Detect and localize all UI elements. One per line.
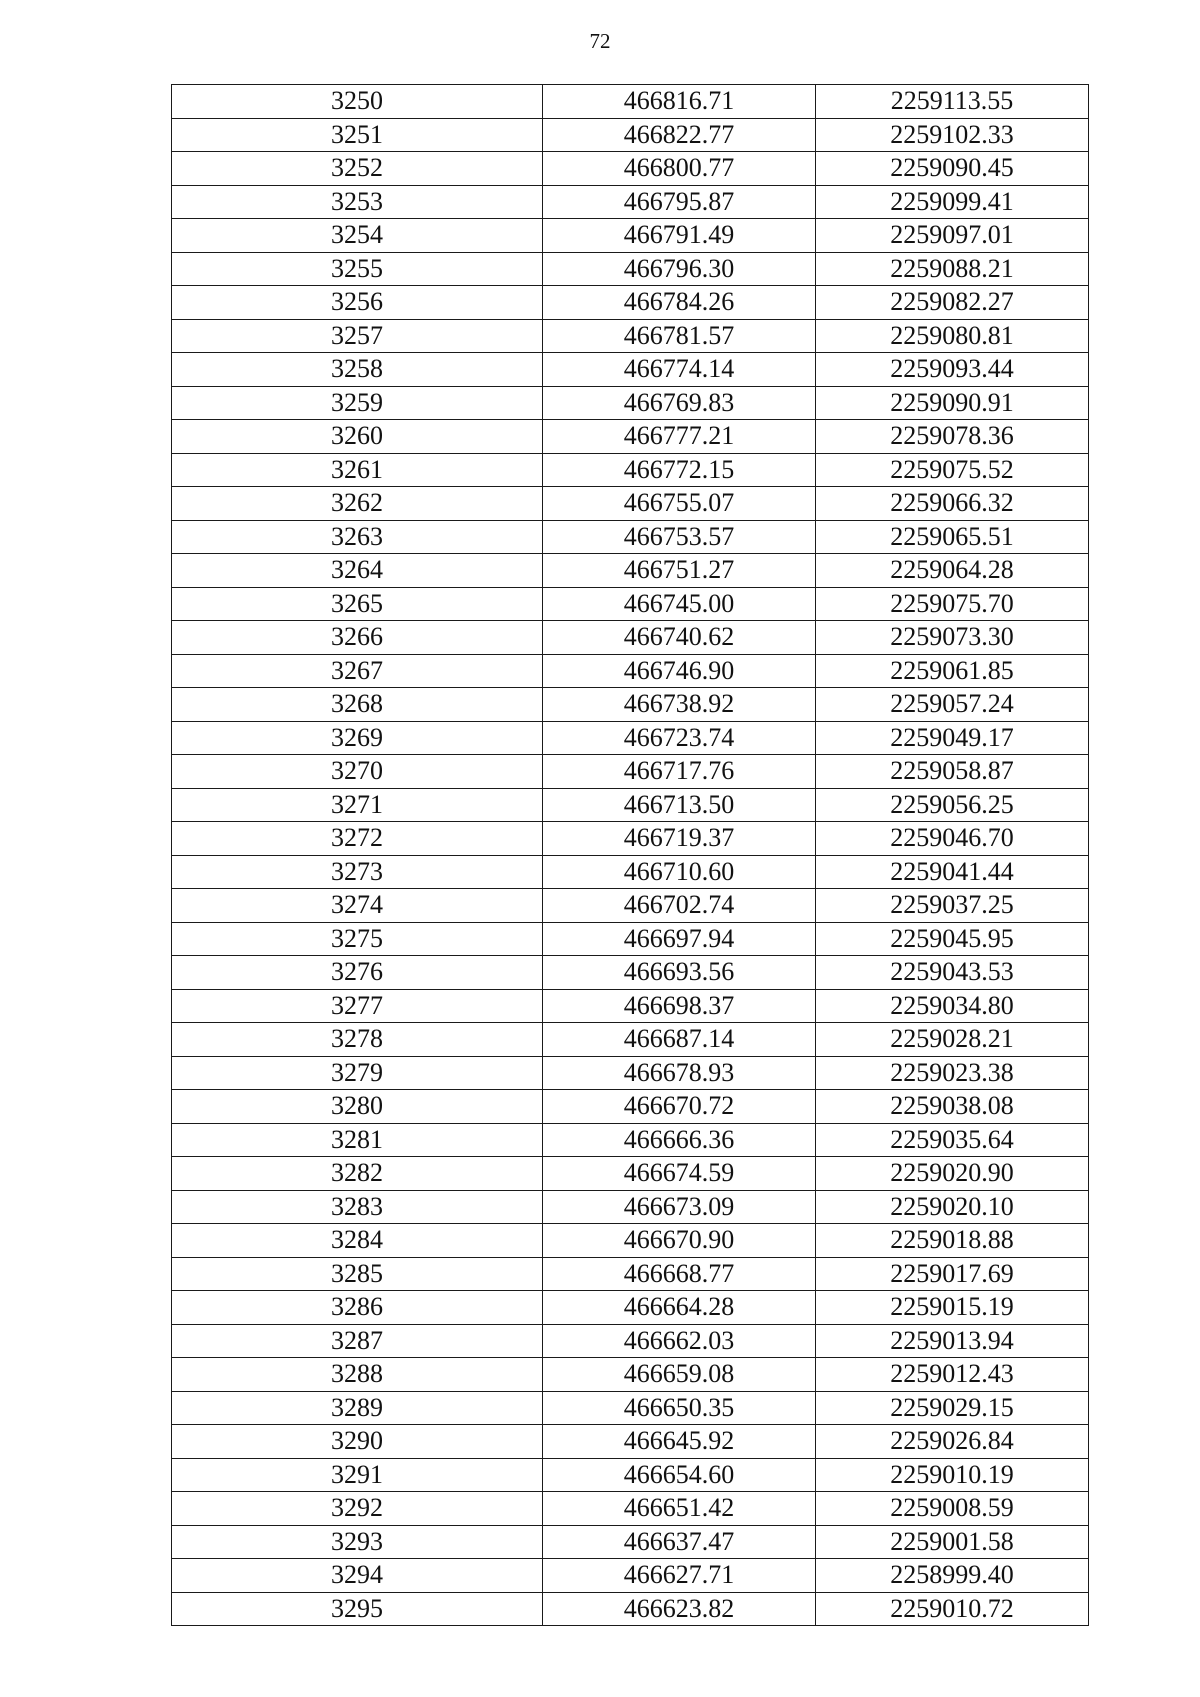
- x-coordinate-cell: 466745.00: [543, 587, 816, 621]
- point-number-cell: 3269: [172, 721, 543, 755]
- table-row: [172, 1592, 1089, 1626]
- x-coordinate-cell: 466651.42: [543, 1492, 816, 1526]
- x-coordinate-cell: 466772.15: [543, 453, 816, 487]
- point-number-cell: 3258: [172, 353, 543, 387]
- point-number-cell: 3279: [172, 1056, 543, 1090]
- point-number-cell: 3289: [172, 1391, 543, 1425]
- point-number-cell: 3281: [172, 1123, 543, 1157]
- x-coordinate-cell: 466753.57: [543, 520, 816, 554]
- x-coordinate-cell: 466654.60: [543, 1458, 816, 1492]
- y-coordinate-cell: 2259018.88: [816, 1224, 1089, 1258]
- y-coordinate-cell: 2259078.36: [816, 420, 1089, 454]
- x-coordinate-cell: 466645.92: [543, 1425, 816, 1459]
- y-coordinate-cell: 2259061.85: [816, 654, 1089, 688]
- point-number-cell: 3254: [172, 219, 543, 253]
- table-row: [172, 822, 1089, 856]
- table-row: [172, 855, 1089, 889]
- table-row: [172, 420, 1089, 454]
- table-row: [172, 85, 1089, 119]
- table-row: [172, 219, 1089, 253]
- x-coordinate-cell: 466822.77: [543, 118, 816, 152]
- y-coordinate-cell: 2259020.10: [816, 1190, 1089, 1224]
- table-row: [172, 621, 1089, 655]
- x-coordinate-cell: 466650.35: [543, 1391, 816, 1425]
- table-row: [172, 1559, 1089, 1593]
- table-row: [172, 788, 1089, 822]
- point-number-cell: 3266: [172, 621, 543, 655]
- point-number-cell: 3253: [172, 185, 543, 219]
- x-coordinate-cell: 466719.37: [543, 822, 816, 856]
- x-coordinate-cell: 466777.21: [543, 420, 816, 454]
- table-row: [172, 654, 1089, 688]
- y-coordinate-cell: 2259102.33: [816, 118, 1089, 152]
- point-number-cell: 3294: [172, 1559, 543, 1593]
- table-row: [172, 286, 1089, 320]
- x-coordinate-cell: 466740.62: [543, 621, 816, 655]
- y-coordinate-cell: 2259049.17: [816, 721, 1089, 755]
- x-coordinate-cell: 466751.27: [543, 554, 816, 588]
- table-row: [172, 386, 1089, 420]
- x-coordinate-cell: 466659.08: [543, 1358, 816, 1392]
- table-row: [172, 889, 1089, 923]
- point-number-cell: 3260: [172, 420, 543, 454]
- point-number-cell: 3275: [172, 922, 543, 956]
- table-row: [172, 1525, 1089, 1559]
- y-coordinate-cell: 2259088.21: [816, 252, 1089, 286]
- point-number-cell: 3263: [172, 520, 543, 554]
- point-number-cell: 3283: [172, 1190, 543, 1224]
- table-row: [172, 554, 1089, 588]
- point-number-cell: 3276: [172, 956, 543, 990]
- point-number-cell: 3274: [172, 889, 543, 923]
- table-row: [172, 1023, 1089, 1057]
- y-coordinate-cell: 2259093.44: [816, 353, 1089, 387]
- table-row: [172, 1458, 1089, 1492]
- y-coordinate-cell: 2259026.84: [816, 1425, 1089, 1459]
- x-coordinate-cell: 466674.59: [543, 1157, 816, 1191]
- x-coordinate-cell: 466755.07: [543, 487, 816, 521]
- point-number-cell: 3257: [172, 319, 543, 353]
- y-coordinate-cell: 2259037.25: [816, 889, 1089, 923]
- table-row: [172, 152, 1089, 186]
- table-row: [172, 1291, 1089, 1325]
- x-coordinate-cell: 466791.49: [543, 219, 816, 253]
- point-number-cell: 3290: [172, 1425, 543, 1459]
- x-coordinate-cell: 466816.71: [543, 85, 816, 119]
- y-coordinate-cell: 2259028.21: [816, 1023, 1089, 1057]
- x-coordinate-cell: 466746.90: [543, 654, 816, 688]
- y-coordinate-cell: 2259045.95: [816, 922, 1089, 956]
- y-coordinate-cell: 2259020.90: [816, 1157, 1089, 1191]
- point-number-cell: 3268: [172, 688, 543, 722]
- x-coordinate-cell: 466693.56: [543, 956, 816, 990]
- y-coordinate-cell: 2259012.43: [816, 1358, 1089, 1392]
- point-number-cell: 3264: [172, 554, 543, 588]
- table-row: [172, 1257, 1089, 1291]
- y-coordinate-cell: 2259082.27: [816, 286, 1089, 320]
- table-row: [172, 956, 1089, 990]
- table-row: [172, 1190, 1089, 1224]
- point-number-cell: 3291: [172, 1458, 543, 1492]
- y-coordinate-cell: 2258999.40: [816, 1559, 1089, 1593]
- x-coordinate-cell: 466664.28: [543, 1291, 816, 1325]
- y-coordinate-cell: 2259064.28: [816, 554, 1089, 588]
- x-coordinate-cell: 466697.94: [543, 922, 816, 956]
- x-coordinate-cell: 466662.03: [543, 1324, 816, 1358]
- table-row: [172, 989, 1089, 1023]
- y-coordinate-cell: 2259056.25: [816, 788, 1089, 822]
- y-coordinate-cell: 2259001.58: [816, 1525, 1089, 1559]
- point-number-cell: 3262: [172, 487, 543, 521]
- y-coordinate-cell: 2259043.53: [816, 956, 1089, 990]
- x-coordinate-cell: 466637.47: [543, 1525, 816, 1559]
- point-number-cell: 3286: [172, 1291, 543, 1325]
- x-coordinate-cell: 466795.87: [543, 185, 816, 219]
- y-coordinate-cell: 2259065.51: [816, 520, 1089, 554]
- table-row: [172, 1391, 1089, 1425]
- y-coordinate-cell: 2259058.87: [816, 755, 1089, 789]
- x-coordinate-cell: 466713.50: [543, 788, 816, 822]
- x-coordinate-cell: 466717.76: [543, 755, 816, 789]
- point-number-cell: 3295: [172, 1592, 543, 1626]
- y-coordinate-cell: 2259034.80: [816, 989, 1089, 1023]
- point-number-cell: 3251: [172, 118, 543, 152]
- table-row: [172, 1224, 1089, 1258]
- table-row: [172, 520, 1089, 554]
- y-coordinate-cell: 2259057.24: [816, 688, 1089, 722]
- x-coordinate-cell: 466710.60: [543, 855, 816, 889]
- table-row: [172, 755, 1089, 789]
- point-number-cell: 3270: [172, 755, 543, 789]
- point-number-cell: 3287: [172, 1324, 543, 1358]
- coordinates-table: [171, 84, 1089, 1626]
- x-coordinate-cell: 466698.37: [543, 989, 816, 1023]
- table-row: [172, 1358, 1089, 1392]
- point-number-cell: 3252: [172, 152, 543, 186]
- y-coordinate-cell: 2259023.38: [816, 1056, 1089, 1090]
- table-row: [172, 453, 1089, 487]
- table-row: [172, 185, 1089, 219]
- point-number-cell: 3272: [172, 822, 543, 856]
- x-coordinate-cell: 466678.93: [543, 1056, 816, 1090]
- point-number-cell: 3288: [172, 1358, 543, 1392]
- point-number-cell: 3280: [172, 1090, 543, 1124]
- table-row: [172, 721, 1089, 755]
- y-coordinate-cell: 2259038.08: [816, 1090, 1089, 1124]
- table-row: [172, 1056, 1089, 1090]
- table-row: [172, 1123, 1089, 1157]
- y-coordinate-cell: 2259010.19: [816, 1458, 1089, 1492]
- y-coordinate-cell: 2259008.59: [816, 1492, 1089, 1526]
- point-number-cell: 3285: [172, 1257, 543, 1291]
- y-coordinate-cell: 2259075.70: [816, 587, 1089, 621]
- point-number-cell: 3282: [172, 1157, 543, 1191]
- y-coordinate-cell: 2259073.30: [816, 621, 1089, 655]
- table-row: [172, 1157, 1089, 1191]
- x-coordinate-cell: 466668.77: [543, 1257, 816, 1291]
- y-coordinate-cell: 2259080.81: [816, 319, 1089, 353]
- table-row: [172, 353, 1089, 387]
- y-coordinate-cell: 2259029.15: [816, 1391, 1089, 1425]
- y-coordinate-cell: 2259113.55: [816, 85, 1089, 119]
- y-coordinate-cell: 2259046.70: [816, 822, 1089, 856]
- point-number-cell: 3256: [172, 286, 543, 320]
- y-coordinate-cell: 2259066.32: [816, 487, 1089, 521]
- point-number-cell: 3267: [172, 654, 543, 688]
- table-row: [172, 319, 1089, 353]
- point-number-cell: 3284: [172, 1224, 543, 1258]
- y-coordinate-cell: 2259097.01: [816, 219, 1089, 253]
- point-number-cell: 3293: [172, 1525, 543, 1559]
- x-coordinate-cell: 466738.92: [543, 688, 816, 722]
- y-coordinate-cell: 2259013.94: [816, 1324, 1089, 1358]
- point-number-cell: 3273: [172, 855, 543, 889]
- point-number-cell: 3259: [172, 386, 543, 420]
- y-coordinate-cell: 2259041.44: [816, 855, 1089, 889]
- point-number-cell: 3278: [172, 1023, 543, 1057]
- x-coordinate-cell: 466702.74: [543, 889, 816, 923]
- table-row: [172, 1425, 1089, 1459]
- point-number-cell: 3255: [172, 252, 543, 286]
- table-row: [172, 252, 1089, 286]
- y-coordinate-cell: 2259090.45: [816, 152, 1089, 186]
- x-coordinate-cell: 466781.57: [543, 319, 816, 353]
- point-number-cell: 3277: [172, 989, 543, 1023]
- table-row: [172, 487, 1089, 521]
- point-number-cell: 3250: [172, 85, 543, 119]
- point-number-cell: 3271: [172, 788, 543, 822]
- table-row: [172, 1324, 1089, 1358]
- x-coordinate-cell: 466673.09: [543, 1190, 816, 1224]
- point-number-cell: 3292: [172, 1492, 543, 1526]
- table-row: [172, 118, 1089, 152]
- y-coordinate-cell: 2259015.19: [816, 1291, 1089, 1325]
- x-coordinate-cell: 466769.83: [543, 386, 816, 420]
- x-coordinate-cell: 466666.36: [543, 1123, 816, 1157]
- coordinates-table-body: [172, 85, 1089, 1626]
- y-coordinate-cell: 2259010.72: [816, 1592, 1089, 1626]
- x-coordinate-cell: 466627.71: [543, 1559, 816, 1593]
- y-coordinate-cell: 2259035.64: [816, 1123, 1089, 1157]
- x-coordinate-cell: 466687.14: [543, 1023, 816, 1057]
- x-coordinate-cell: 466670.72: [543, 1090, 816, 1124]
- page-number: 72: [589, 29, 611, 53]
- table-row: [172, 922, 1089, 956]
- x-coordinate-cell: 466670.90: [543, 1224, 816, 1258]
- y-coordinate-cell: 2259090.91: [816, 386, 1089, 420]
- y-coordinate-cell: 2259099.41: [816, 185, 1089, 219]
- table-row: [172, 587, 1089, 621]
- x-coordinate-cell: 466784.26: [543, 286, 816, 320]
- table-row: [172, 1090, 1089, 1124]
- table-row: [172, 688, 1089, 722]
- point-number-cell: 3261: [172, 453, 543, 487]
- table-row: [172, 1492, 1089, 1526]
- x-coordinate-cell: 466800.77: [543, 152, 816, 186]
- point-number-cell: 3265: [172, 587, 543, 621]
- x-coordinate-cell: 466623.82: [543, 1592, 816, 1626]
- x-coordinate-cell: 466796.30: [543, 252, 816, 286]
- x-coordinate-cell: 466723.74: [543, 721, 816, 755]
- x-coordinate-cell: 466774.14: [543, 353, 816, 387]
- y-coordinate-cell: 2259075.52: [816, 453, 1089, 487]
- y-coordinate-cell: 2259017.69: [816, 1257, 1089, 1291]
